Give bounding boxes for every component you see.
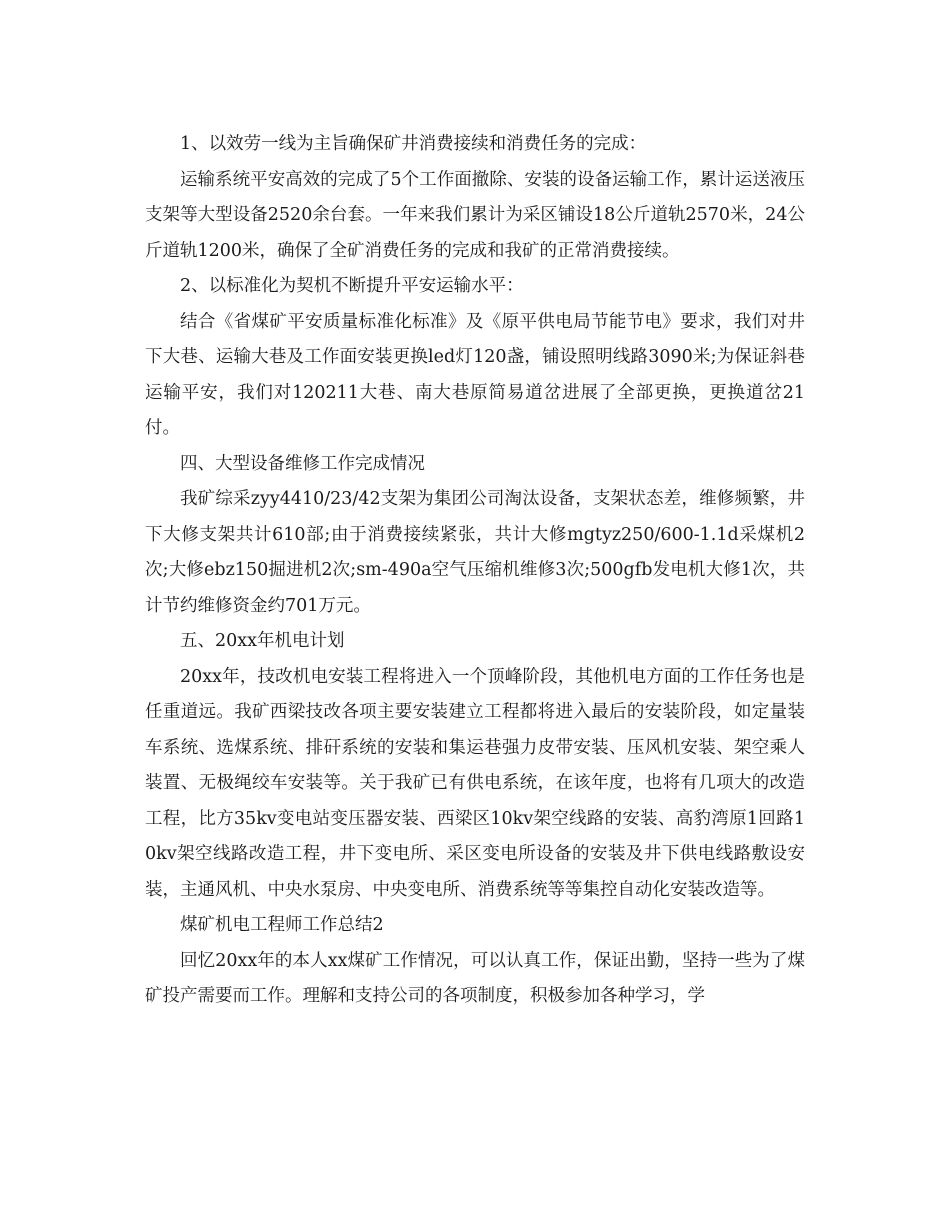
- section-heading-4: 四、大型设备维修工作完成情况: [180, 453, 425, 474]
- paragraph-standardization: 结合《省煤矿平安质量标准化标准》及《原平供电局节能节电》要求，我们对井下大巷、运输大巷及工作面安装更换led灯120盏，铺设照明线路3090米;为保证斜巷运输平安，我们对120211大巷、南大巷原简易道岔进展了全部更换，更换道岔21付。: [145, 311, 805, 438]
- list-item-heading-2: 2、以标准化为契机不断提升平安运输水平：: [180, 276, 524, 296]
- paragraph-maintenance: 我矿综采zyy4410/23/42支架为集团公司淘汰设备，支架状态差，维修频繁，井下大修支架共计610部;由于消费接续紧张，共计大修mgtyz250/600-1.1d采煤机2次;大修ebz150掘进机2次;sm-490a空气压缩机维修3次;500gfb发电机大修1次，共计节约维修资金约701万元。: [145, 489, 805, 616]
- paragraph-transport: 运输系统平安高效的完成了5个工作面撤除、安装的设备运输工作，累计运送液压支架等大型设备2520余台套。一年来我们累计为采区铺设18公斤道轨2570米，24公斤道轨1200米，确保了全矿消费任务的完成和我矿的正常消费接续。: [145, 169, 805, 261]
- paragraph-review: 回忆20xx年的本人xx煤矿工作情况，可以认真工作，保证出勤，坚持一些为了煤矿投产需要而工作。理解和支持公司的各项制度，积极参加各种学习，学: [145, 950, 805, 1006]
- list-item-heading-1: 1、以效劳一线为主旨确保矿井消费接续和消费任务的完成：: [180, 134, 647, 154]
- paragraph-plan: 20xx年，技改机电安装工程将进入一个顶峰阶段，其他机电方面的工作任务也是任重道远。我矿西梁技改各项主要安装建立工程都将进入最后的安装阶段，如定量装车系统、选煤系统、排矸系统的安装和集运巷强力皮带安装、压风机安装、架空乘人装置、无极绳绞车安装等。关于我矿已有供电系统，在该年度，也将有几项大的改造工程，比方35kv变电站变压器安装、西梁区10kv架空线路的安装、高豹湾原1回路10kv架空线路改造工程，井下变电所、采区变电所设备的安装及井下供电线路敷设安装，主通风机、中央水泵房、中央变电所、消费系统等等集控自动化安装改造等。: [145, 666, 805, 900]
- article-title-2: 煤矿机电工程师工作总结2: [180, 915, 384, 935]
- document-body: [145, 127, 805, 1015]
- section-heading-5: 五、20xx年机电计划: [180, 631, 345, 651]
